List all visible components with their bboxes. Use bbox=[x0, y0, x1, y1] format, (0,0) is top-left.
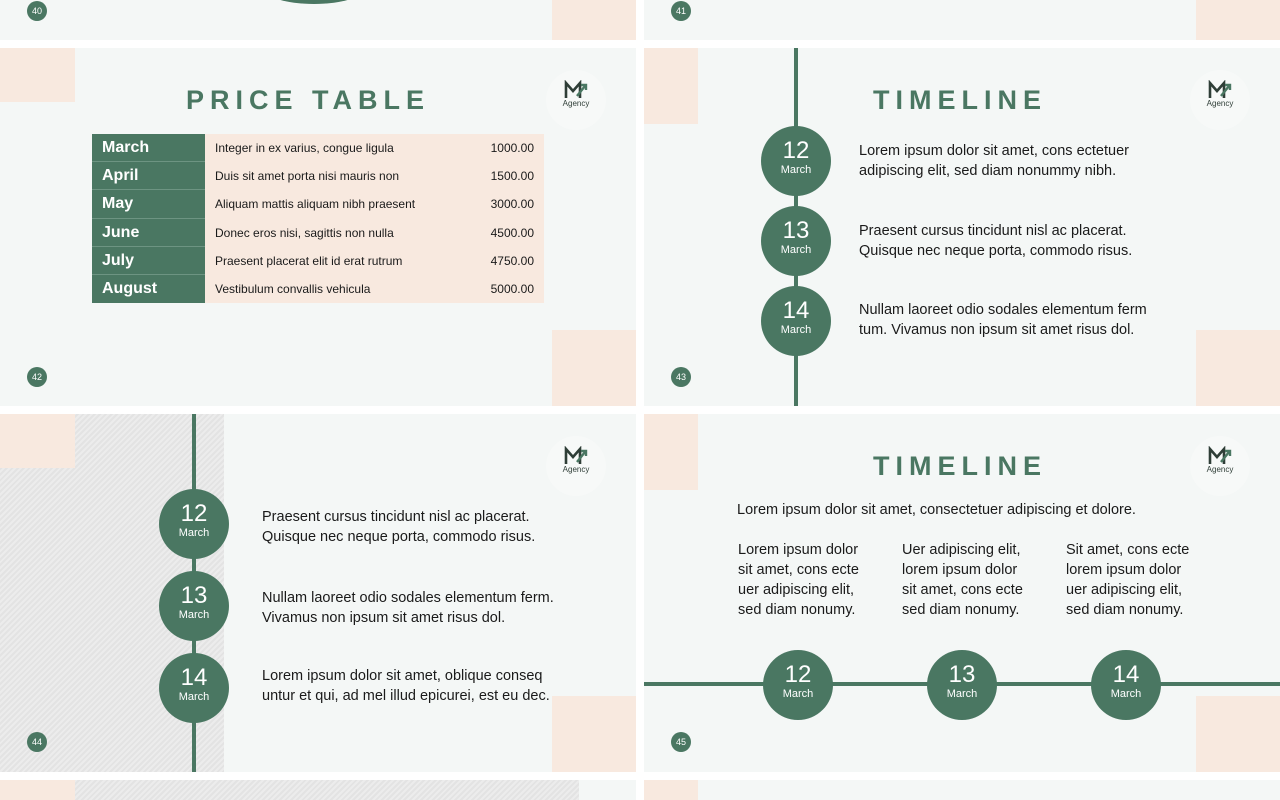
table-row bbox=[92, 162, 544, 190]
description-cell: Praesent placerat elit id erat rutrum bbox=[205, 247, 454, 275]
peach-block bbox=[552, 0, 636, 40]
slide-number: 42 bbox=[27, 367, 47, 387]
logo-mark-icon bbox=[564, 80, 588, 100]
logo-mark-icon bbox=[1208, 80, 1232, 100]
slide-number: 43 bbox=[671, 367, 691, 387]
date-circle bbox=[159, 571, 229, 641]
description-cell: Duis sit amet porta nisi mauris non bbox=[205, 162, 454, 190]
value-cell: 5000.00 bbox=[454, 275, 544, 303]
value-cell: 1000.00 bbox=[454, 134, 544, 162]
slide-title: TIMELINE bbox=[873, 451, 1047, 481]
timeline-text: Praesent cursus tincidunt nisl ac placerat. Quisque nec neque porta, commodo risus. bbox=[262, 509, 536, 545]
date-circle bbox=[927, 650, 997, 720]
decorative-ellipse bbox=[262, 0, 366, 4]
month-cell: March bbox=[92, 134, 205, 162]
month-cell: August bbox=[92, 275, 205, 303]
column-text: Uer adipiscing elit, lorem ipsum dolor sit amet, cons ecte sed diam nonumy. bbox=[902, 542, 1023, 618]
timeline-text: Nullam laoreet odio sodales elementum ferm. Vivamus non ipsum sit amet risus dol. bbox=[262, 590, 554, 626]
date-circle bbox=[763, 650, 833, 720]
date-day: 12 bbox=[784, 661, 812, 688]
intro-text: Lorem ipsum dolor sit amet, consectetuer adipiscing et dolore. bbox=[737, 502, 1136, 518]
slide-45[interactable] bbox=[644, 414, 1280, 772]
slide-40[interactable] bbox=[0, 0, 636, 40]
table-row bbox=[92, 275, 544, 303]
logo-label: Agency bbox=[562, 465, 590, 474]
peach-block-top-left bbox=[0, 414, 75, 468]
date-month: March bbox=[178, 609, 210, 621]
month-cell: May bbox=[92, 190, 205, 218]
date-day: 14 bbox=[180, 664, 208, 691]
slide-41[interactable] bbox=[644, 0, 1280, 40]
timeline-text: Nullam laoreet odio sodales elementum ferm tum. Vivamus non ipsum sit amet risus dol. bbox=[859, 302, 1147, 338]
description-cell: Integer in ex varius, congue ligula bbox=[205, 134, 454, 162]
month-cell: July bbox=[92, 247, 205, 275]
table-row bbox=[92, 190, 544, 218]
slide-number: 40 bbox=[27, 1, 47, 21]
peach-block-bottom-right bbox=[552, 330, 636, 406]
date-circle bbox=[761, 286, 831, 356]
logo-label: Agency bbox=[1206, 99, 1234, 108]
date-month: March bbox=[946, 688, 978, 700]
agency-logo bbox=[1190, 436, 1250, 496]
logo-label: Agency bbox=[1206, 465, 1234, 474]
slide-47[interactable] bbox=[644, 780, 1280, 800]
date-circle bbox=[159, 489, 229, 559]
slide-title: PRICE TABLE bbox=[185, 85, 430, 115]
month-cell: June bbox=[92, 219, 205, 247]
value-cell: 4750.00 bbox=[454, 247, 544, 275]
description-cell: Vestibulum convallis vehicula bbox=[205, 275, 454, 303]
column-text: Lorem ipsum dolor sit amet, cons ecte uer adipiscing elit, sed diam nonumy. bbox=[738, 542, 859, 618]
peach-block bbox=[644, 780, 698, 800]
date-day: 14 bbox=[782, 297, 810, 324]
date-circle bbox=[761, 206, 831, 276]
table-row bbox=[92, 134, 544, 162]
value-cell: 1500.00 bbox=[454, 162, 544, 190]
column-text: Sit amet, cons ecte lorem ipsum dolor uer adipiscing elit, sed diam nonumy. bbox=[1066, 542, 1190, 618]
date-day: 13 bbox=[948, 661, 976, 688]
peach-block-top-left bbox=[0, 48, 75, 102]
date-month: March bbox=[780, 164, 812, 176]
slide-44[interactable] bbox=[0, 414, 636, 772]
logo-mark-icon bbox=[564, 446, 588, 466]
peach-block-top-left bbox=[644, 414, 698, 490]
agency-logo bbox=[546, 436, 606, 496]
date-month: March bbox=[1110, 688, 1142, 700]
slide-46[interactable] bbox=[0, 780, 636, 800]
peach-block-top-left bbox=[644, 48, 698, 124]
date-month: March bbox=[178, 527, 210, 539]
table-row bbox=[92, 247, 544, 275]
date-month: March bbox=[780, 244, 812, 256]
slide-number: 45 bbox=[671, 732, 691, 752]
date-day: 13 bbox=[180, 582, 208, 609]
value-cell: 4500.00 bbox=[454, 219, 544, 247]
month-cell: April bbox=[92, 162, 205, 190]
agency-logo bbox=[546, 70, 606, 130]
timeline-text: Lorem ipsum dolor sit amet, oblique conseq untur et qui, ad mel illud epicurei, est eu dec. bbox=[262, 668, 550, 704]
slide-43[interactable] bbox=[644, 48, 1280, 406]
peach-block-bottom-right bbox=[552, 696, 636, 772]
date-circle bbox=[1091, 650, 1161, 720]
date-day: 12 bbox=[782, 137, 810, 164]
date-circle bbox=[159, 653, 229, 723]
date-month: March bbox=[178, 691, 210, 703]
description-cell: Aliquam mattis aliquam nibh praesent bbox=[205, 190, 454, 218]
date-circle bbox=[761, 126, 831, 196]
slide-42[interactable] bbox=[0, 48, 636, 406]
hatched-panel bbox=[75, 780, 579, 800]
date-day: 13 bbox=[782, 217, 810, 244]
table-row bbox=[92, 219, 544, 247]
date-day: 12 bbox=[180, 500, 208, 527]
logo-mark-icon bbox=[1208, 446, 1232, 466]
date-day: 14 bbox=[1112, 661, 1140, 688]
peach-block bbox=[0, 780, 75, 800]
date-month: March bbox=[782, 688, 814, 700]
slide-number: 41 bbox=[671, 1, 691, 21]
agency-logo bbox=[1190, 70, 1250, 130]
value-cell: 3000.00 bbox=[454, 190, 544, 218]
description-cell: Donec eros nisi, sagittis non nulla bbox=[205, 219, 454, 247]
date-month: March bbox=[780, 324, 812, 336]
slide-number: 44 bbox=[27, 732, 47, 752]
price-table bbox=[92, 134, 544, 303]
timeline-text: Lorem ipsum dolor sit amet, cons ectetuer adipiscing elit, sed diam nonummy nibh. bbox=[859, 143, 1129, 179]
timeline-text: Praesent cursus tincidunt nisl ac placerat. Quisque nec neque porta, commodo risus. bbox=[859, 223, 1133, 259]
slide-title: TIMELINE bbox=[873, 85, 1047, 115]
logo-label: Agency bbox=[562, 99, 590, 108]
peach-block-bottom-right bbox=[1196, 330, 1280, 406]
peach-block-bottom-right bbox=[1196, 696, 1280, 772]
peach-block bbox=[1196, 0, 1280, 40]
